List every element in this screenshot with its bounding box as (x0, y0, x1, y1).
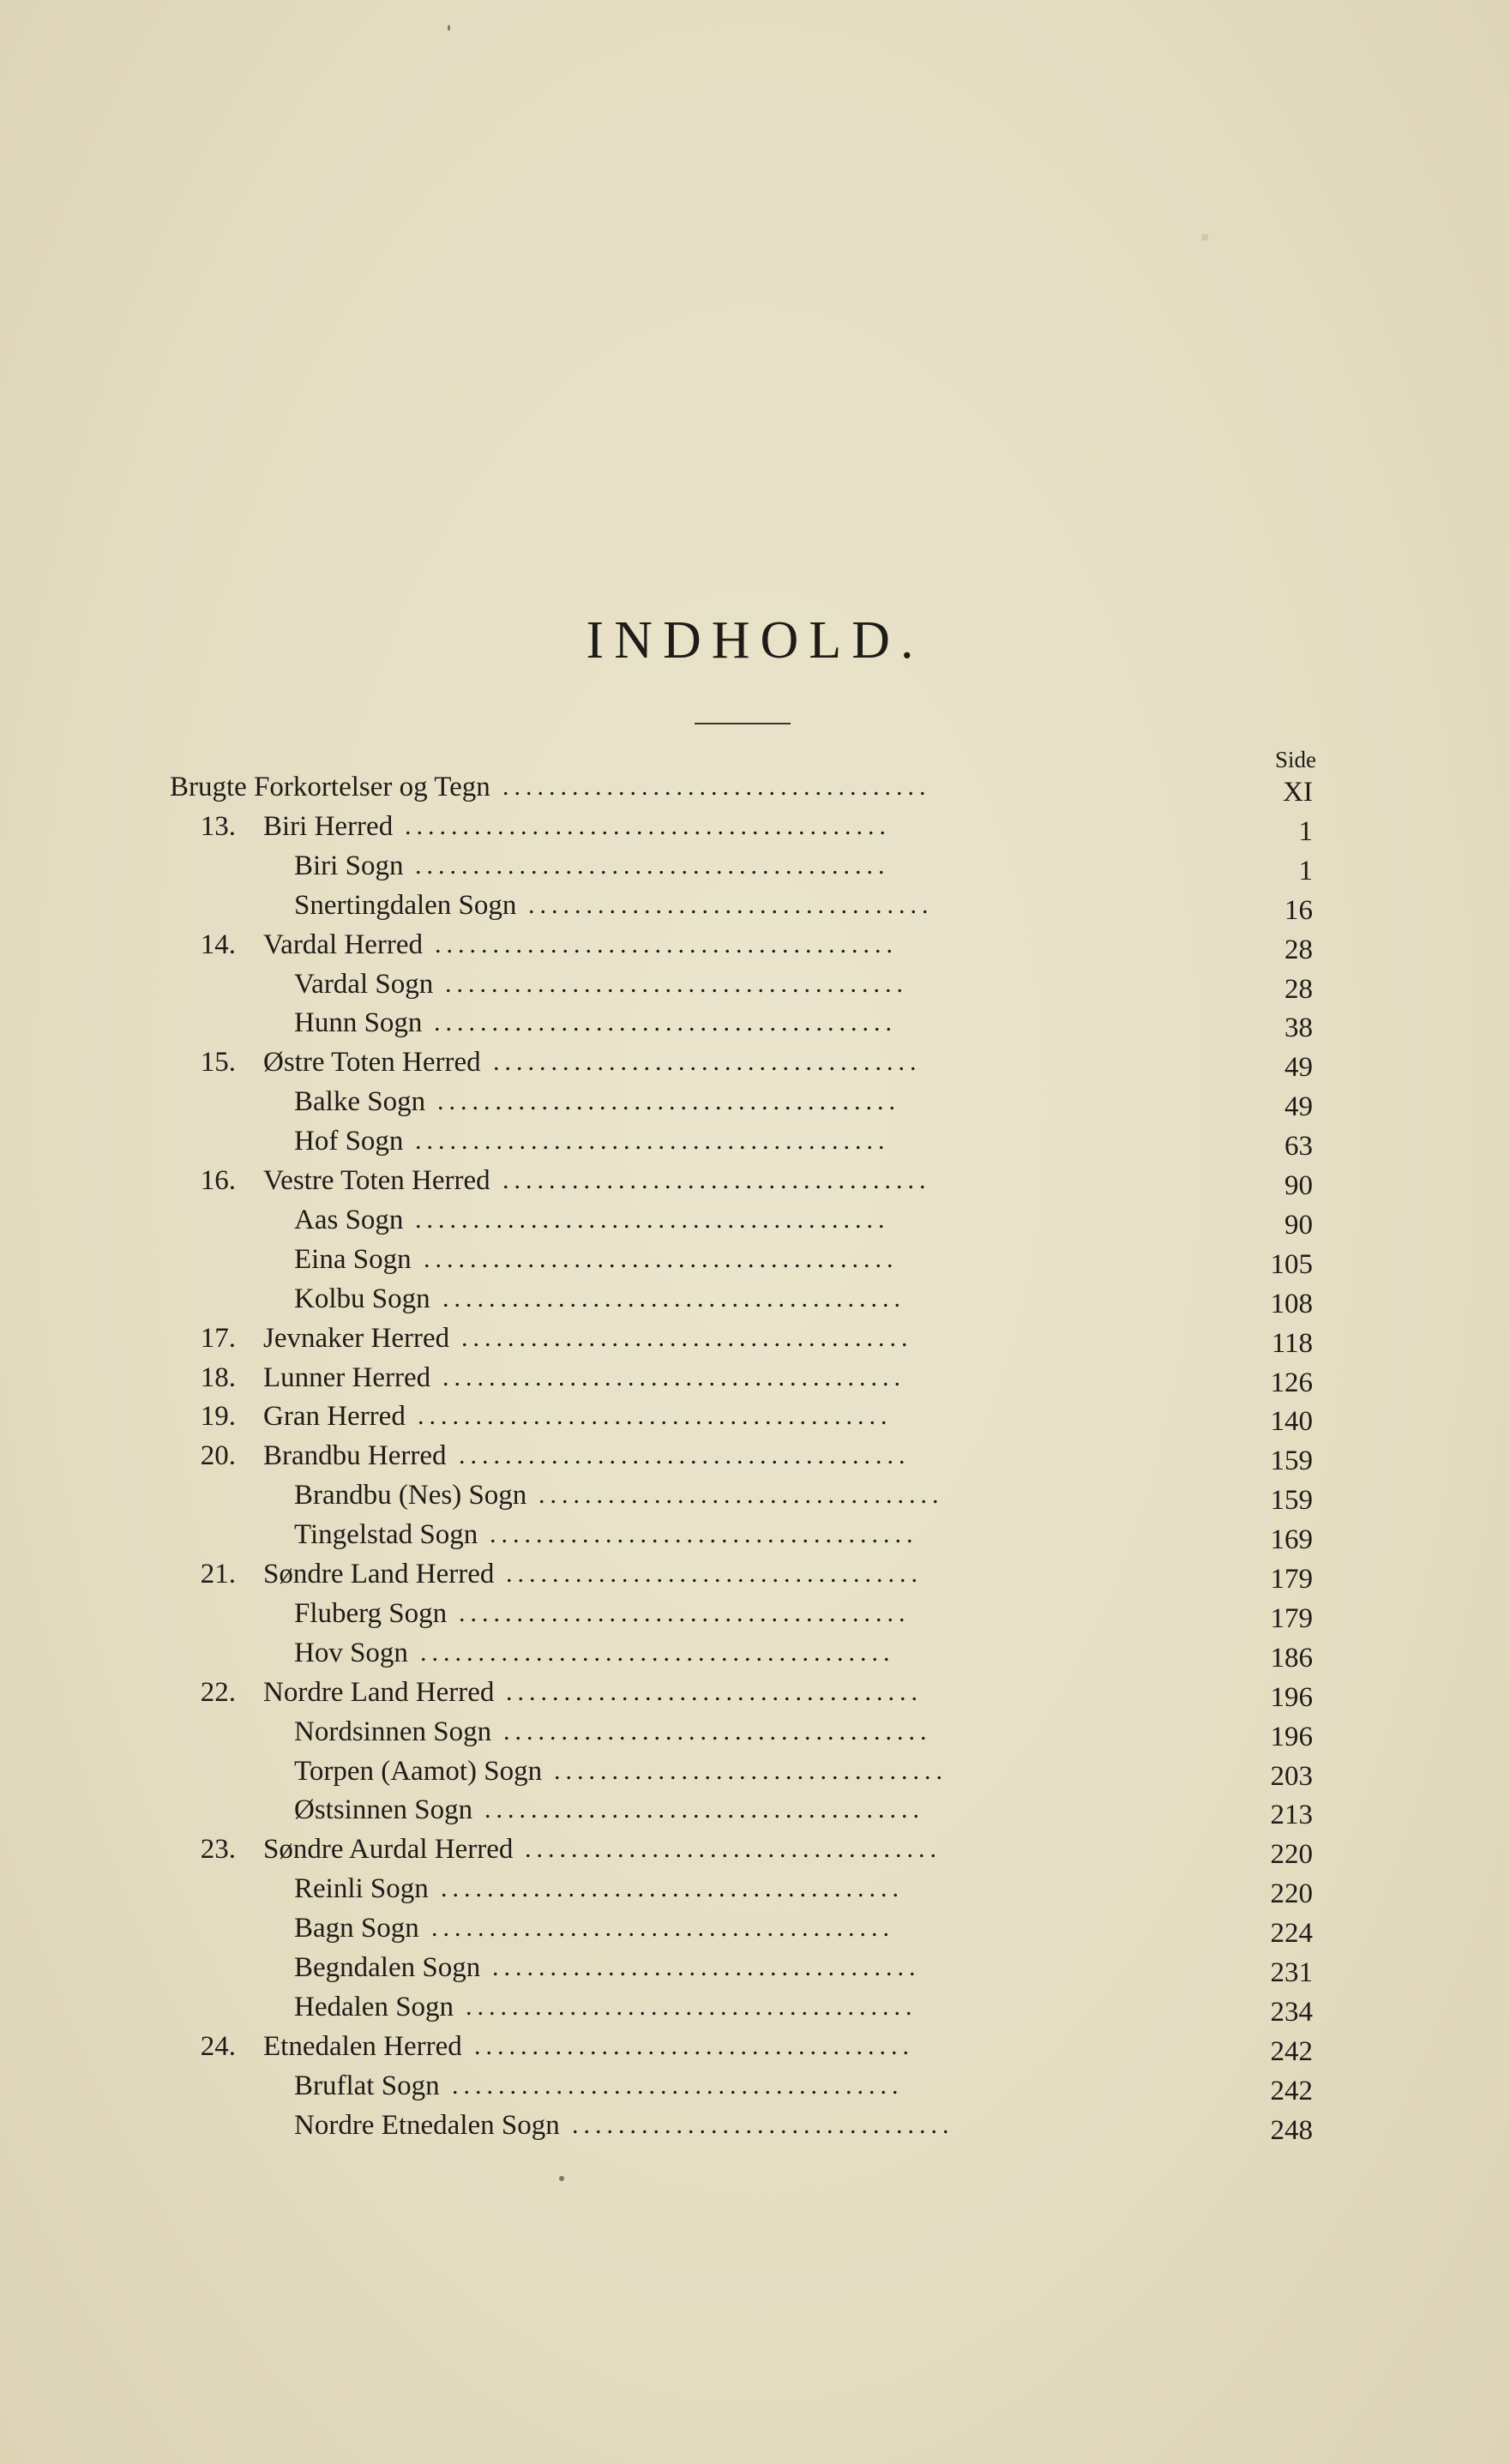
dot-leader: .................................... (525, 1835, 941, 1863)
toc-entry-page: 196 (1270, 1722, 1313, 1752)
toc-entry-label: Brandbu Herred (263, 1440, 447, 1471)
dot-leader: ......................................... (420, 1638, 895, 1667)
toc-entry-number: 23. (200, 1834, 236, 1865)
toc-entry-label: Kolbu Sogn (294, 1283, 430, 1314)
toc-entry-number: 16. (200, 1165, 236, 1196)
dot-leader: ........................................ (435, 930, 898, 959)
toc-entry-label: Vardal Sogn (294, 969, 434, 1000)
toc-entry-label: Vardal Herred (263, 929, 423, 960)
dot-leader: ........................................ (441, 1874, 904, 1902)
toc-entry-label: Eina Sogn (294, 1244, 412, 1275)
toc-entry (0, 1515, 1510, 1554)
toc-entry-page: 224 (1270, 1918, 1313, 1949)
toc-entry-label: Østre Toten Herred (263, 1047, 481, 1078)
ink-speck (448, 25, 450, 31)
toc-entry-label: Biri Sogn (294, 850, 404, 881)
toc-entry-label: Hedalen Sogn (294, 1992, 454, 2022)
toc-entry (0, 886, 1510, 925)
toc-entry-label: Brugte Forkortelser og Tegn (170, 772, 490, 802)
dot-leader: ...................................... (484, 1795, 924, 1824)
toc-entry (0, 1790, 1510, 1830)
dot-leader: ....................................... (459, 1599, 911, 1627)
toc-entry-label: Biri Herred (263, 811, 394, 842)
toc-entry-label: Snertingdalen Sogn (294, 890, 517, 921)
toc-entry-page: 90 (1284, 1170, 1313, 1201)
page-title: INDHOLD. (586, 611, 924, 670)
toc-entry (0, 2066, 1510, 2106)
toc-entry-label: Begndalen Sogn (294, 1952, 481, 1983)
ink-speck (559, 2176, 564, 2181)
toc-entry (0, 1436, 1510, 1475)
dot-leader: .................................... (506, 1678, 923, 1706)
dot-leader: ................................... (538, 1481, 944, 1509)
toc-entry-page: 90 (1284, 1210, 1313, 1241)
toc-entry-page: XI (1283, 777, 1313, 808)
dot-leader: ..................................... (492, 1953, 921, 1981)
toc-entry-label: Reinli Sogn (294, 1873, 429, 1904)
toc-entry-number: 14. (200, 929, 236, 960)
toc-entry (0, 1358, 1510, 1397)
toc-entry-number: 18. (200, 1362, 236, 1393)
toc-entry-page: 169 (1270, 1524, 1313, 1555)
toc-entry (0, 1279, 1510, 1319)
toc-entry (0, 1475, 1510, 1515)
toc-entry (0, 1673, 1510, 1712)
toc-entry (0, 1319, 1510, 1358)
toc-entry-page: 1 (1298, 856, 1313, 886)
toc-entry-page: 242 (1270, 2036, 1313, 2067)
toc-entry (0, 1712, 1510, 1752)
toc-entry (0, 1121, 1510, 1161)
toc-entry-page: 203 (1270, 1761, 1313, 1792)
dot-leader: ......................................... (418, 1402, 893, 1430)
dot-leader: ....................................... (466, 1992, 917, 2021)
toc-entry-page: 231 (1270, 1957, 1313, 1988)
toc-entry-number: 21. (200, 1559, 236, 1590)
toc-entry-number: 19. (200, 1401, 236, 1432)
toc-entry-page: 242 (1270, 2076, 1313, 2106)
toc-entry (0, 1554, 1510, 1594)
toc-entry-label: Hov Sogn (294, 1638, 408, 1668)
toc-entry (0, 925, 1510, 965)
toc-entry-page: 1 (1298, 816, 1313, 847)
dot-leader: ....................................... (461, 1324, 913, 1352)
toc-entry-label: Nordsinnen Sogn (294, 1716, 492, 1747)
toc-entry-page: 179 (1270, 1603, 1313, 1634)
dot-leader: .......................................... (405, 812, 891, 840)
toc-entry-label: Aas Sogn (294, 1205, 404, 1235)
toc-entry (0, 1633, 1510, 1673)
toc-entry-number: 22. (200, 1677, 236, 1708)
toc-entry-label: Nordre Etnedalen Sogn (294, 2110, 560, 2141)
dot-leader: ........................................ (442, 1363, 905, 1391)
toc-entry-page: 186 (1270, 1643, 1313, 1674)
dot-leader: ....................................... (459, 1441, 911, 1469)
toc-entry-label: Bagn Sogn (294, 1913, 419, 1944)
toc-entry-label: Gran Herred (263, 1401, 406, 1432)
toc-entry-label: Østsinnen Sogn (294, 1794, 473, 1825)
dot-leader: ........................................ (434, 1008, 897, 1037)
toc-entry (0, 1161, 1510, 1200)
toc-entry-page: 126 (1270, 1367, 1313, 1398)
toc-entry-number: 13. (200, 811, 236, 842)
dot-leader: ..................................... (503, 1717, 932, 1746)
toc-entry (0, 1869, 1510, 1908)
toc-entry-label: Søndre Land Herred (263, 1559, 495, 1590)
toc-entry (0, 1908, 1510, 1948)
toc-entry (0, 965, 1510, 1004)
toc-entry-page: 220 (1270, 1878, 1313, 1909)
dot-leader: .................................... (506, 1560, 923, 1588)
toc-entry-label: Hof Sogn (294, 1126, 404, 1157)
toc-entry (0, 767, 1510, 807)
toc-entry-label: Søndre Aurdal Herred (263, 1834, 514, 1865)
toc-entry (0, 1987, 1510, 2027)
toc-entry-page: 248 (1270, 2115, 1313, 2146)
dot-leader: ......................................... (415, 851, 890, 880)
toc-entry-label: Vestre Toten Herred (263, 1165, 490, 1196)
dot-leader: ....................................... (452, 2071, 904, 2100)
toc-entry (0, 1082, 1510, 1121)
toc-entry-number: 17. (200, 1323, 236, 1354)
dot-leader: ......................................... (424, 1245, 899, 1273)
toc-entry-page: 63 (1284, 1131, 1313, 1162)
toc-entry-label: Etnedalen Herred (263, 2031, 462, 2062)
show-through-mark: ▪ (1200, 223, 1210, 251)
toc-entry (0, 1594, 1510, 1633)
dot-leader: ......................................... (415, 1127, 890, 1155)
toc-entry-page: 118 (1271, 1328, 1313, 1359)
toc-entry (0, 1752, 1510, 1791)
toc-entry-label: Lunner Herred (263, 1362, 431, 1393)
toc-entry (0, 1397, 1510, 1436)
toc-entry-page: 159 (1270, 1485, 1313, 1516)
toc-entry-page: 140 (1270, 1406, 1313, 1437)
toc-entry-page: 49 (1284, 1091, 1313, 1122)
toc-entry-page: 220 (1270, 1839, 1313, 1870)
toc-entry-page: 108 (1270, 1289, 1313, 1319)
toc-entry-label: Jevnaker Herred (263, 1323, 450, 1354)
toc-entry (0, 1043, 1510, 1082)
toc-entry-page: 28 (1284, 974, 1313, 1005)
toc-entry (0, 846, 1510, 886)
toc-entry-page: 105 (1270, 1249, 1313, 1280)
toc-entry (0, 1948, 1510, 1987)
dot-leader: ................................... (528, 891, 934, 919)
toc-entry-page: 159 (1270, 1445, 1313, 1476)
toc-entry-page: 49 (1284, 1052, 1313, 1083)
dot-leader: ........................................ (442, 1284, 905, 1313)
toc-entry-label: Brandbu (Nes) Sogn (294, 1480, 527, 1511)
dot-leader: ..................................... (502, 1166, 931, 1194)
toc-entry-page: 38 (1284, 1013, 1313, 1043)
toc-entry-number: 20. (200, 1440, 236, 1471)
toc-entry-page: 16 (1284, 895, 1313, 926)
toc-entry (0, 2106, 1510, 2145)
toc-entry-label: Balke Sogn (294, 1086, 426, 1117)
toc-entry-page: 196 (1270, 1682, 1313, 1713)
toc-entry (0, 1200, 1510, 1240)
toc-entry-page: 234 (1270, 1997, 1313, 2028)
toc-entry-label: Fluberg Sogn (294, 1598, 448, 1629)
toc-entry-label: Hunn Sogn (294, 1007, 423, 1038)
toc-entry-number: 15. (200, 1047, 236, 1078)
dot-leader: ................................. (572, 2111, 954, 2139)
toc-entry-number: 24. (200, 2031, 236, 2062)
page-column-header: Side (1274, 747, 1316, 772)
toc-entry-page: 28 (1284, 935, 1313, 965)
toc-entry (0, 1240, 1510, 1279)
toc-entry-page: 213 (1270, 1800, 1313, 1830)
dot-leader: ........................................ (445, 970, 908, 998)
dot-leader: ..................................... (490, 1520, 918, 1548)
dot-leader: ......................................... (415, 1205, 890, 1234)
dot-leader: .................................. (554, 1757, 948, 1785)
dot-leader: ..................................... (502, 772, 931, 801)
toc-entry (0, 1003, 1510, 1043)
toc-entry-label: Bruflat Sogn (294, 2070, 440, 2101)
toc-entry (0, 807, 1510, 846)
dot-leader: ..................................... (493, 1048, 922, 1076)
toc-entry-label: Nordre Land Herred (263, 1677, 495, 1708)
dot-leader: ........................................ (437, 1087, 900, 1115)
dot-leader: ........................................ (431, 1914, 894, 1942)
toc-entry (0, 1830, 1510, 1869)
title-rule (695, 723, 791, 724)
toc-entry-label: Torpen (Aamot) Sogn (294, 1756, 543, 1787)
toc-entry (0, 2027, 1510, 2066)
toc-entry-label: Tingelstad Sogn (294, 1519, 478, 1550)
dot-leader: ...................................... (474, 2032, 914, 2060)
toc-entry-page: 179 (1270, 1564, 1313, 1595)
